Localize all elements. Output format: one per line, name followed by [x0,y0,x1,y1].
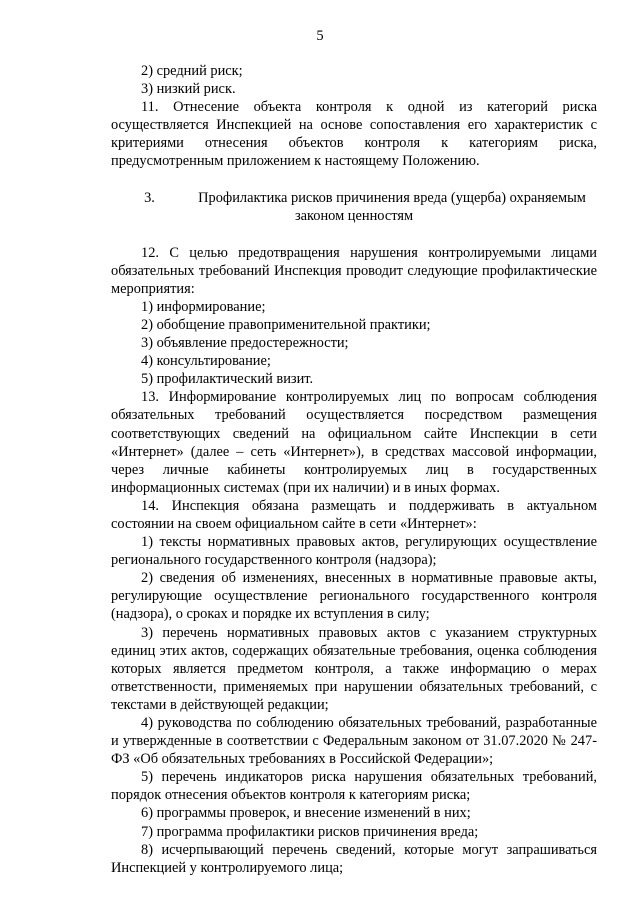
list-item: 1) тексты нормативных правовых актов, регулирующих осуществление регионального государственного контроля (надзора); [111,534,597,569]
list-item: 4) руководства по соблюдению обязательных требований, разработанные и утвержденные в соответствии с Федеральным законом от 31.07.2020 № 247-ФЗ «Об обязательных требованиях в Российской Федерации»; [111,715,597,768]
list-item-low-risk: 3) низкий риск. [141,81,236,98]
list-item: 3) перечень нормативных правовых актов с указанием структурных единиц этих актов, содержащих обязательные требования, оценка соблюдения которых является предметом контроля, а также информацию о мерах ответственности, применяемых при нарушении обязательных требований, с текстами в действующей редакции; [111,624,597,713]
paragraph-13: 13. Информирование контролируемых лиц по вопросам соблюдения обязательных требований осуществляется посредством размещения соответствующих сведений на официальном сайте Инспекции в сети «Интернет» (далее – сеть «Интернет»), в средствах массовой информации, через личные кабинеты контролируемых лиц в государственных информационных системах (при их наличии) и в иных формах. [111,389,597,496]
list-item: 6) программы проверок, и внесение изменений в них; [141,805,471,822]
list-item: 1) информирование; [141,298,266,315]
list-item: 8) исчерпывающий перечень сведений, которые могут запрашиваться Инспекцией у контролируемого лица; [111,841,597,876]
paragraph-14: 14. Инспекция обязана размещать и поддерживать в актуальном состоянии на своем официальном сайте в сети «Интернет»: [111,497,597,532]
section-heading-3 [111,189,597,226]
list-item: 5) перечень индикаторов риска нарушения обязательных требований, порядок отнесения объектов контроля к категориям риска; [111,769,597,804]
list-item: 7) программа профилактики рисков причинения вреда; [141,823,479,840]
list-item-medium-risk: 2) средний риск; [141,63,243,79]
paragraph-11: 11. Отнесение объекта контроля к одной из категорий риска осуществляется Инспекцией на основе сопоставления его характеристик с критериями отнесения объектов контроля к категориям риска, предусмотренным приложением к настоящему Положению. [111,99,597,170]
list-item: 2) сведения об изменениях, внесенных в нормативные правовые акты, регулирующие осуществление регионального государственного контроля (надзора), о сроках и порядке их вступления в силу; [111,570,597,623]
page-number: 5 [316,28,324,44]
section-title-line-2: законом ценностям [294,208,414,225]
list-item: 3) объявление предостережности; [141,335,349,352]
list-item: 5) профилактический визит. [141,371,314,388]
paragraph-12: 12. С целью предотвращения нарушения контролируемыми лицами обязательных требований Инспекция проводит следующие профилактические мероприятия: [111,244,597,297]
section-title-line-1: Профилактика рисков причинения вреда (ущерба) охраняемым [198,189,586,206]
document-body [111,62,597,877]
list-item: 4) консультирование; [141,353,271,370]
section-number: 3. [144,189,155,206]
list-item: 2) обобщение правоприменительной практики; [141,316,431,333]
